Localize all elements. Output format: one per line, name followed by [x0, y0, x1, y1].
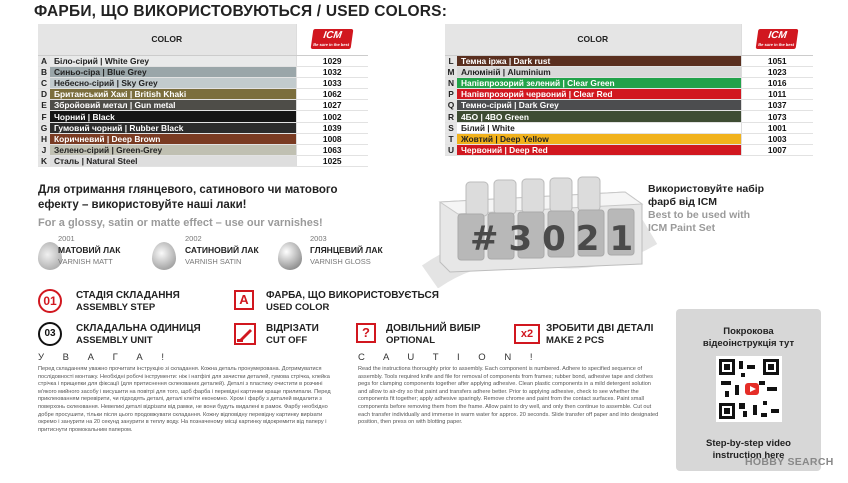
color-letter: N	[445, 77, 457, 88]
used-color-icon: A	[234, 290, 254, 310]
color-row	[38, 156, 368, 167]
color-name: Сталь | Natural Steel	[50, 156, 296, 167]
color-code: 1062	[296, 89, 368, 100]
color-code: 1025	[296, 156, 368, 167]
color-row	[445, 145, 813, 156]
color-code: 1039	[296, 122, 368, 133]
color-code: 1011	[741, 89, 813, 100]
instructions-ua: Перед складанням уважно прочитати інструкцію зі складання. Кожна деталь пронумерована. Дотримуватися послідовності монтажу. Необхідні робочі інструменти: ніж і натфілі для зачистки деталей, гумова стрічка, клейка стрічка і прищепки для фіксації (для притиснення склеюваних деталей). Деталі з пластику очистити в розчині м'якого мийного засобу і висушити на повітрі для того, щоб фарба і перевідні картинки краще прилипали. Перед приклеюванням перевірити, чи підходять деталі, деталі клеїти економно. Хром і фарбу з деталей видалити з поверхонь склеювання. Невеликі деталі відрізати від рамки, не вони будуть видалені в рамок. Фарбу необхідно добре просушити, тільки після цього продовжувати складання. Кожну відповідну перевідну картинку вирізати окремо і занурити на 20 секунд занурити в теплу воду. На позначеному місці картинку відокремити від паперу і притиснути промокальним папером.	[38, 366, 331, 433]
caution-en: C A U T I O N !	[358, 352, 541, 363]
knife-icon	[234, 323, 256, 345]
color-name: Алюміній | Aluminium	[457, 66, 741, 77]
color-code: 1002	[296, 111, 368, 122]
color-code: 1008	[296, 133, 368, 144]
color-letter: U	[445, 145, 457, 156]
color-letter: K	[38, 156, 50, 167]
color-name: Британський Хакі | British Khaki	[50, 89, 296, 100]
color-row	[445, 100, 813, 111]
color-code: 1051	[741, 55, 813, 66]
video-panel-en: Step-by-step video instruction here	[706, 438, 791, 461]
warning-ua: У В А Г А !	[38, 352, 173, 363]
varnish-heading: Для отримання глянцевого, сатинового чи матового ефекту – використовуйте наші лаки!	[38, 184, 338, 211]
color-letter: S	[445, 122, 457, 133]
paint-set-image	[420, 172, 660, 288]
color-name: Гумовий чорний | Rubber Black	[50, 122, 296, 133]
color-header: COLOR	[38, 24, 296, 55]
drop-icon	[152, 242, 176, 270]
color-letter: A	[38, 55, 50, 66]
color-letter: Q	[445, 100, 457, 111]
color-name: Небесно-сірий | Sky Grey	[50, 77, 296, 88]
color-row	[445, 122, 813, 133]
color-name: Жовтий | Deep Yellow	[457, 133, 741, 144]
color-letter: P	[445, 89, 457, 100]
color-row	[38, 122, 368, 133]
color-code: 1029	[296, 55, 368, 66]
color-code: 1027	[296, 100, 368, 111]
color-name: Темна іржа | Dark rust	[457, 55, 741, 66]
optional-icon: ?	[356, 323, 376, 343]
color-row	[38, 55, 368, 66]
color-row	[38, 100, 368, 111]
color-name: Темно-сірий | Dark Grey	[457, 100, 741, 111]
legend-make-two: ЗРОБИТИ ДВІ ДЕТАЛІ MAKE 2 PCS	[546, 323, 654, 346]
color-row	[38, 89, 368, 100]
color-letter: R	[445, 111, 457, 122]
color-letter: E	[38, 100, 50, 111]
color-code: 1037	[741, 100, 813, 111]
color-code: 1063	[296, 145, 368, 156]
color-letter: H	[38, 133, 50, 144]
color-name: Біло-сірий | White Grey	[50, 55, 296, 66]
color-name: Білий | White	[457, 122, 741, 133]
legend-used-color: ФАРБА, ЩО ВИКОРИСТОВУЄТЬСЯ USED COLOR	[266, 290, 439, 313]
icm-logo: ICM Be sure in the best	[741, 24, 813, 55]
color-name: 4БО | 4BO Green	[457, 111, 741, 122]
color-letter: F	[38, 111, 50, 122]
color-code: 1007	[741, 145, 813, 156]
color-row	[445, 77, 813, 88]
color-letter: T	[445, 133, 457, 144]
page-title: ФАРБИ, ЩО ВИКОРИСТОВУЮТЬСЯ / USED COLORS:	[34, 3, 448, 20]
watermark: HOBBY SEARCH	[745, 456, 834, 468]
color-header: COLOR	[445, 24, 741, 55]
assembly-step-icon: 01	[38, 289, 62, 313]
color-name: Коричневий | Deep Brown	[50, 133, 296, 144]
color-name: Напівпрозорий зелений | Clear Green	[457, 77, 741, 88]
left-color-table	[38, 24, 368, 167]
color-row	[38, 111, 368, 122]
legend-assembly-unit: СКЛАДАЛЬНА ОДИНИЦЯ ASSEMBLY UNIT	[76, 323, 201, 346]
color-row	[38, 133, 368, 144]
legend-cut-off: ВІДРІЗАТИ CUT OFF	[266, 323, 319, 346]
color-name: Червоний | Deep Red	[457, 145, 741, 156]
color-code: 1073	[741, 111, 813, 122]
color-code: 1016	[741, 77, 813, 88]
drop-icon	[278, 242, 302, 270]
color-row	[445, 66, 813, 77]
color-letter: G	[38, 122, 50, 133]
color-row	[445, 55, 813, 66]
color-name: Напівпрозорий червоний | Clear Red	[457, 89, 741, 100]
assembly-unit-icon: 03	[38, 322, 62, 346]
legend-optional: ДОВІЛЬНИЙ ВИБІР OPTIONAL	[386, 323, 481, 346]
color-row	[445, 111, 813, 122]
varnish-heading-en: For a glossy, satin or matte effect – use our varnishes!	[38, 217, 323, 229]
color-row	[445, 89, 813, 100]
color-code: 1032	[296, 66, 368, 77]
qr-code[interactable]	[716, 356, 782, 422]
right-color-table	[445, 24, 813, 156]
paint-set-text: Використовуйте набір фарб від ICM Best to be used with ICM Paint Set	[648, 183, 765, 234]
color-row	[445, 133, 813, 144]
color-letter: M	[445, 66, 457, 77]
make-two-icon: x2	[514, 324, 540, 344]
color-name: Зелено-сірий | Green-Grey	[50, 145, 296, 156]
color-name: Збройовий метал | Gun metal	[50, 100, 296, 111]
color-letter: C	[38, 77, 50, 88]
color-code: 1001	[741, 122, 813, 133]
color-code: 1023	[741, 66, 813, 77]
instructions-en: Read the instructions thoroughly prior to assembly. Each component is numbered. Adhere to specified sequence of assembly. Tools required knife and file for removal of components from frames; rubber bond, adhesive tape and clothes pegs for clamping components together after applying adhesive. Clean plastic components in a mild detergent solution and allow to air-dry so that paint and transfers adhere better. Prior to applying adhesive, check to see whether the components fit together; apply adhesive sparingly. Remove chrome and paint from the contact surfaces. Paint small components before removing them from the frame. Allow paint to dry well, and only then continue to assemble. Cut out each transfer individually and immerse in warm water for approx. 20 seconds. Slide transfer off paper and into designated position, then press on with blotting paper.	[358, 366, 659, 426]
paint-set-label: #3021	[470, 219, 644, 259]
icm-logo: ICM Be sure in the best	[296, 24, 368, 55]
legend-assembly-step: СТАДІЯ СКЛАДАННЯ ASSEMBLY STEP	[76, 290, 180, 313]
color-letter: J	[38, 145, 50, 156]
color-code: 1003	[741, 133, 813, 144]
video-panel-ua: Покрокова відеоінструкція тут	[702, 326, 795, 349]
color-name: Чорний | Black	[50, 111, 296, 122]
color-letter: L	[445, 55, 457, 66]
color-name: Синьо-сіра | Blue Grey	[50, 66, 296, 77]
color-letter: B	[38, 66, 50, 77]
color-row	[38, 145, 368, 156]
color-row	[38, 66, 368, 77]
color-code: 1033	[296, 77, 368, 88]
color-row	[38, 77, 368, 88]
color-letter: D	[38, 89, 50, 100]
